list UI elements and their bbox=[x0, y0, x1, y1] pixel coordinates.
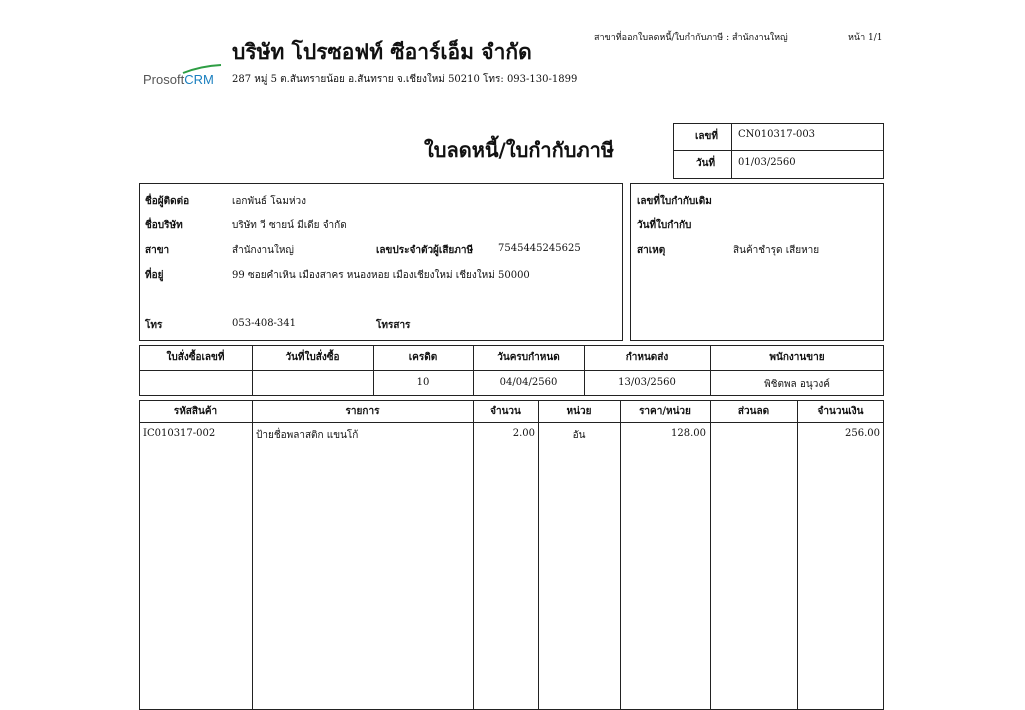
reason-value: สินค้าชำรุด เสียหาย bbox=[733, 245, 820, 256]
phone-label: โทร bbox=[145, 320, 163, 331]
doc-no-label: เลขที่ bbox=[695, 131, 718, 142]
items-header-unit: หน่วย bbox=[566, 406, 592, 417]
company-address: 287 หมู่ 5 ต.สันทรายน้อย อ.สันทราย จ.เชียงใหม่ 50210 โทร: 093-130-1899 bbox=[232, 74, 578, 85]
item-desc: ป้ายชื่อพลาสติก แขนโก้ bbox=[256, 430, 359, 441]
contact-value: เอกพันธ์ โฉมห่วง bbox=[232, 196, 307, 207]
branch-label: สาขา bbox=[145, 245, 170, 256]
doc-date-value: 01/03/2560 bbox=[738, 157, 796, 168]
reason-label: สาเหตุ bbox=[637, 245, 666, 256]
orig-invoice-label: เลขที่ใบกำกับเดิม bbox=[637, 196, 712, 207]
item-code: IC010317-002 bbox=[143, 428, 216, 439]
order-header-salesperson: พนักงานขาย bbox=[769, 352, 825, 363]
order-header-due-date: วันครบกำหนด bbox=[497, 352, 560, 363]
company-label: ชื่อบริษัท bbox=[145, 220, 183, 231]
item-qty: 2.00 bbox=[512, 428, 535, 439]
order-value-due-date: 04/04/2560 bbox=[499, 377, 558, 388]
invoice-date-label: วันที่ใบกำกับ bbox=[637, 220, 692, 231]
taxid-label: เลขประจำตัวผู้เสียภาษี bbox=[376, 245, 474, 256]
items-header-amount: จำนวนเงิน bbox=[817, 406, 864, 417]
logo-text-crm: CRM bbox=[184, 72, 214, 87]
phone-value: 053-408-341 bbox=[232, 318, 297, 329]
item-unit: อัน bbox=[572, 430, 586, 441]
company-logo bbox=[143, 64, 223, 90]
item-price: 128.00 bbox=[671, 428, 706, 439]
address-value: 99 ซอยคำเหิน เมืองสาคร หนองหอย เมืองเชียงใหม่ เชียงใหม่ 50000 bbox=[232, 270, 530, 281]
issuing-branch: สาขาที่ออกใบลดหนี้/ใบกำกับภาษี : สำนักงานใหญ่ bbox=[594, 33, 788, 43]
address-label: ที่อยู่ bbox=[145, 270, 164, 281]
page-number: หน้า 1/1 bbox=[848, 33, 883, 43]
order-header-delivery: กำหนดส่ง bbox=[625, 352, 669, 363]
order-header-po-date: วันที่ใบสั่งซื้อ bbox=[285, 352, 340, 363]
items-table bbox=[139, 400, 884, 710]
items-header-code: รหัสสินค้า bbox=[173, 406, 218, 417]
items-header-price: ราคา/หน่วย bbox=[639, 406, 691, 417]
order-header-credit: เครดิต bbox=[408, 352, 438, 363]
doc-no-value: CN010317-003 bbox=[738, 129, 816, 140]
order-header-po-no: ใบสั่งซื้อเลขที่ bbox=[166, 352, 225, 363]
logo-text bbox=[143, 72, 214, 87]
document-title: ใบลดหนี้/ใบกำกับภาษี bbox=[424, 138, 615, 162]
items-header-desc: รายการ bbox=[345, 406, 380, 417]
order-value-salesperson: พิชิตพล อนุวงค์ bbox=[764, 379, 830, 390]
doc-date-label: วันที่ bbox=[696, 158, 716, 169]
logo-text-prosoft: Prosoft bbox=[143, 72, 185, 87]
company-value: บริษัท วี ซายน์ มีเดีย จำกัด bbox=[232, 220, 347, 231]
items-header-qty: จำนวน bbox=[490, 406, 521, 417]
company-name: บริษัท โปรซอฟท์ ซีอาร์เอ็ม จำกัด bbox=[232, 39, 532, 64]
contact-label: ชื่อผู้ติดต่อ bbox=[145, 196, 190, 207]
items-header-discount: ส่วนลด bbox=[737, 406, 770, 417]
fax-label: โทรสาร bbox=[376, 320, 411, 331]
taxid-value: 7545445245625 bbox=[498, 243, 581, 254]
item-amount: 256.00 bbox=[845, 428, 880, 439]
branch-value: สำนักงานใหญ่ bbox=[232, 245, 294, 256]
order-value-delivery: 13/03/2560 bbox=[618, 377, 676, 388]
order-value-credit: 10 bbox=[416, 377, 430, 388]
